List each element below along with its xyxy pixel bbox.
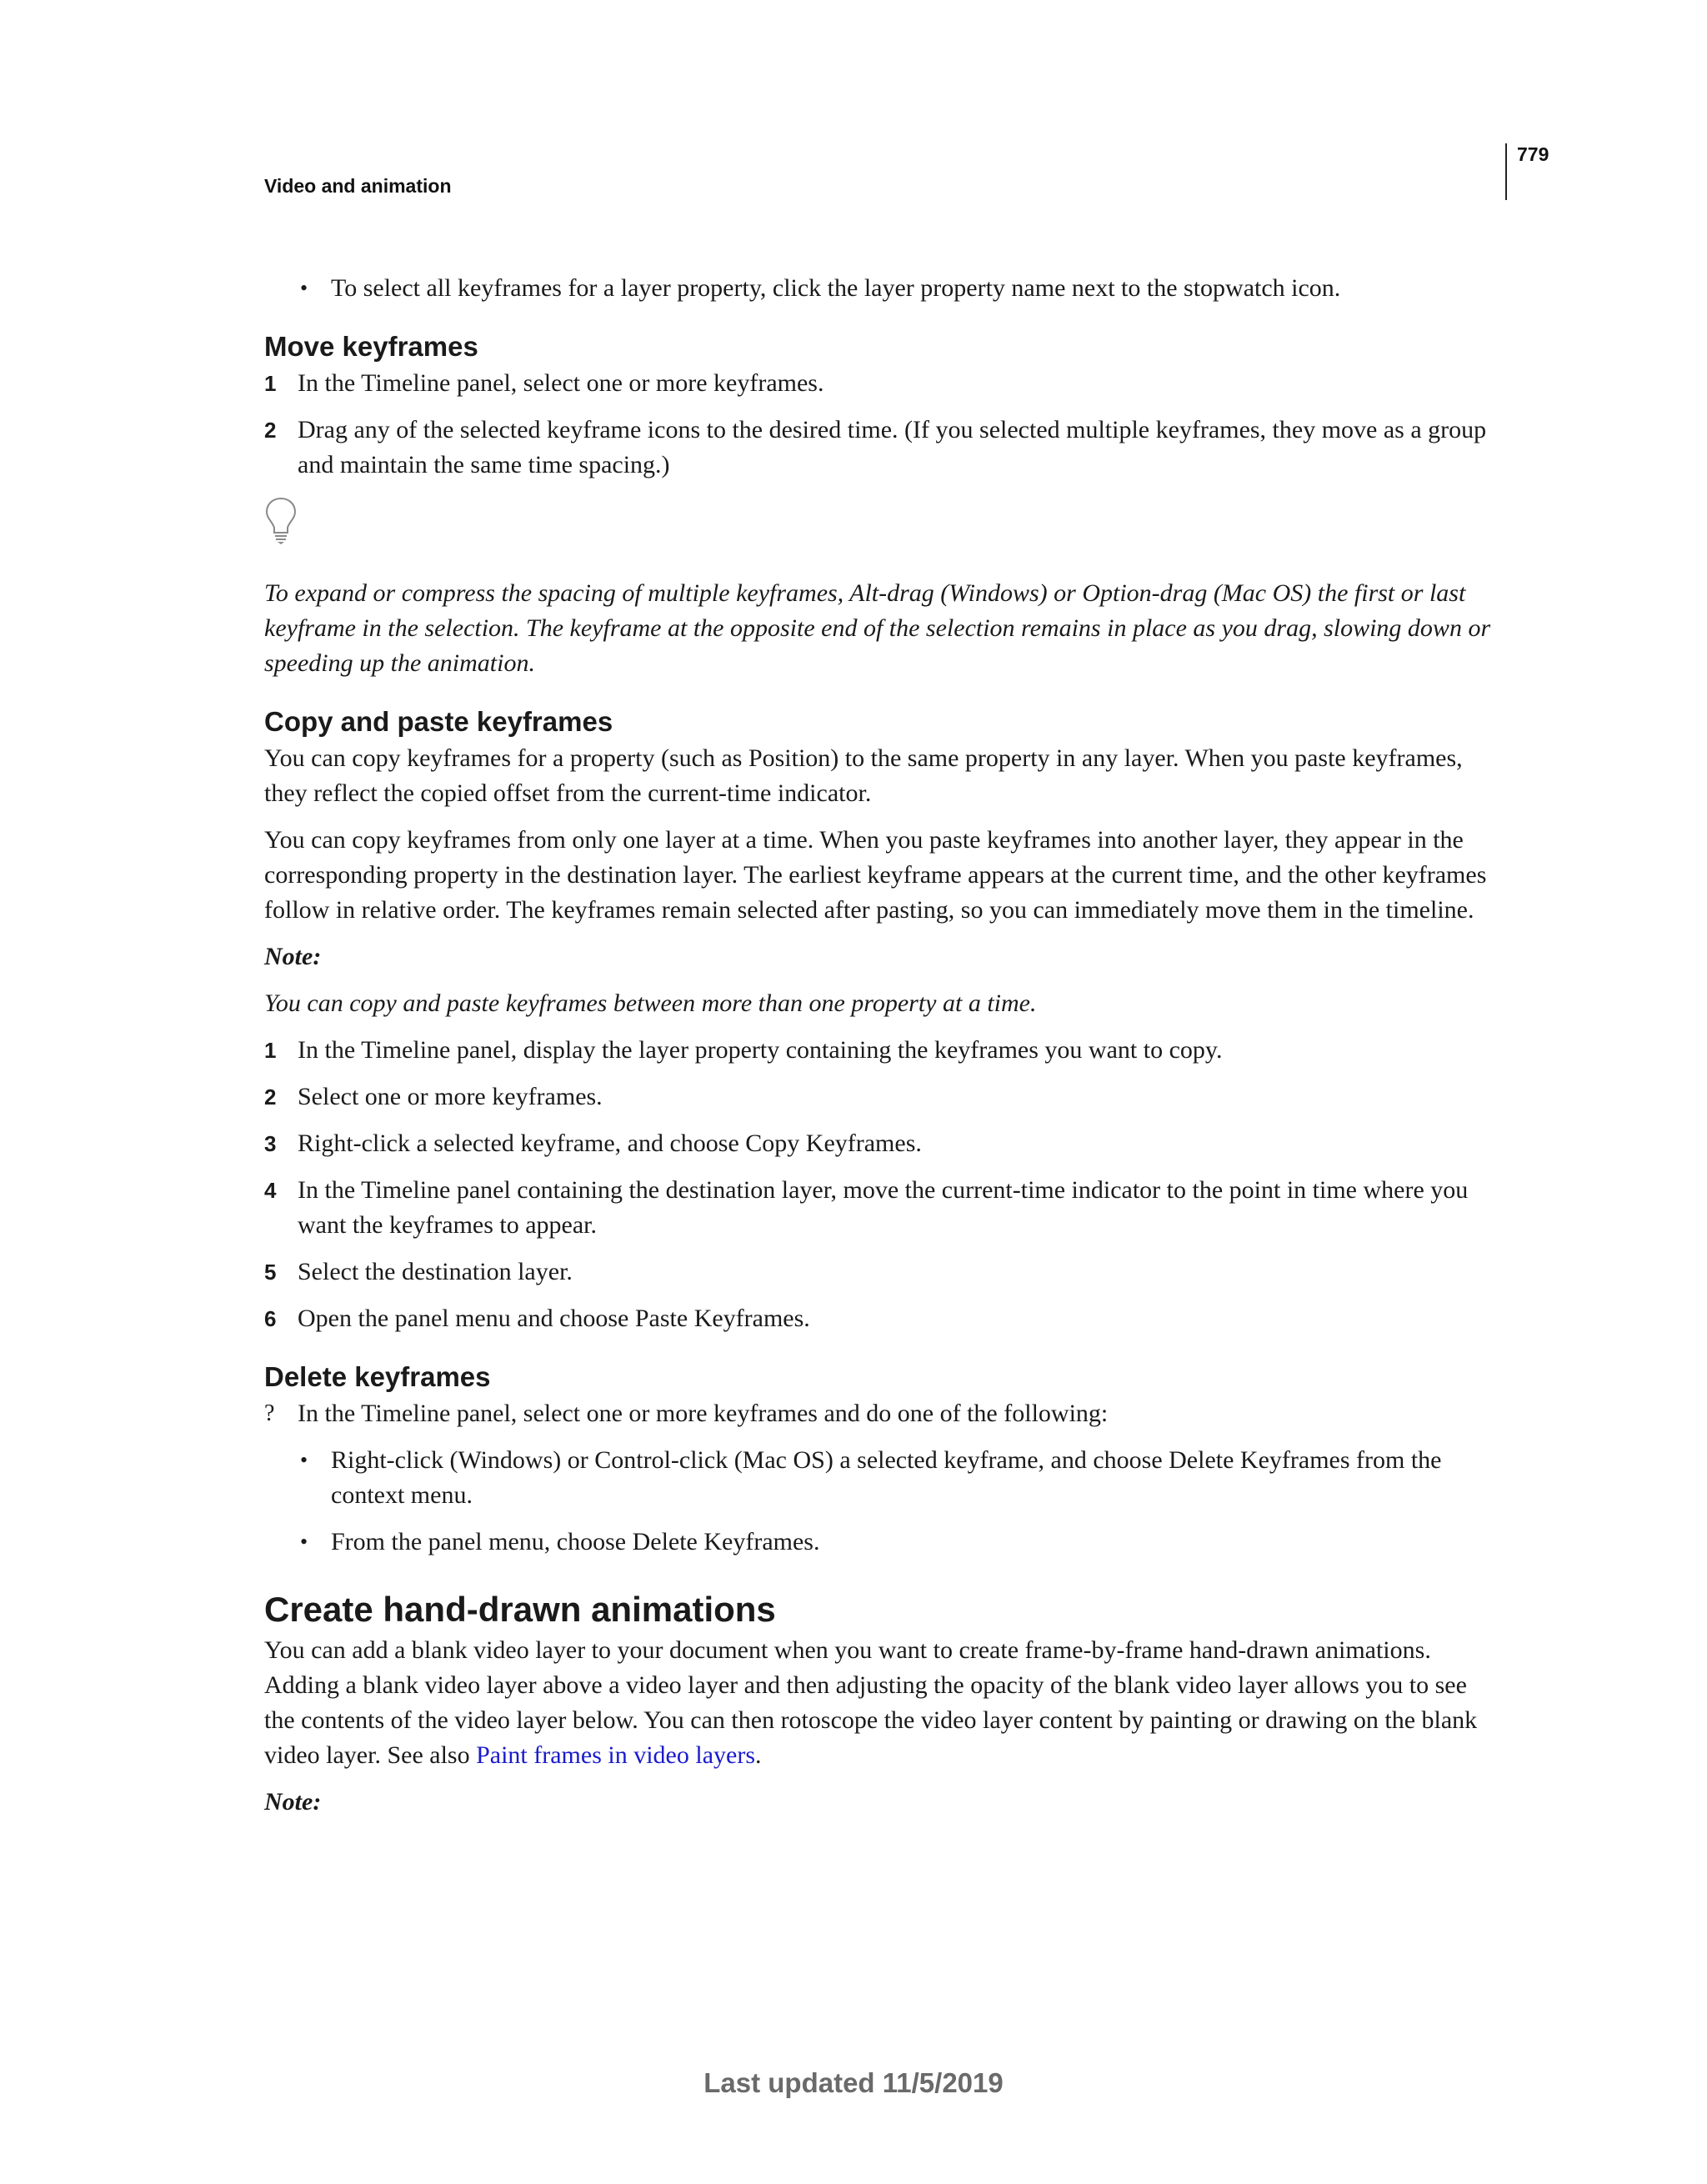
running-head: Video and animation	[264, 175, 452, 197]
paragraph-end: .	[755, 1741, 762, 1769]
note-label-2: Note:	[264, 1788, 322, 1816]
paragraph-text: You can add a blank video layer to your document when you want to create frame-by-frame hand-drawn animations. Adding a blank video layer above a video layer and then adjusting the opacity of the blank video layer allows you to see the contents of the video layer below. You can then rotoscope the video layer content by painting or drawing on the blank video layer. See also	[264, 1636, 1478, 1769]
note-label: Note:	[264, 943, 322, 970]
intro-bullet: • To select all keyframes for a layer property, click the layer property name next to the stopwatch icon.	[264, 271, 1498, 306]
copy-step-5	[264, 1255, 1498, 1290]
step-number: 6	[264, 1306, 277, 1331]
step-number: 1	[264, 371, 277, 396]
copy-step-2	[264, 1079, 1498, 1115]
delete-bullet-1: • Right-click (Windows) or Control-click (Mac OS) a selected keyframe, and choose Delete Keyframes from the context menu.	[264, 1443, 1498, 1513]
step-text: In the Timeline panel, select one or more keyframes and do one of the following:	[298, 1400, 1109, 1427]
page-content	[264, 271, 1498, 1820]
copy-step-3	[264, 1126, 1498, 1161]
step-number: 5	[264, 1260, 277, 1285]
step-marker: ?	[264, 1400, 275, 1426]
copy-step-4	[264, 1173, 1498, 1243]
delete-step	[264, 1396, 1498, 1431]
copy-step-6	[264, 1301, 1498, 1336]
note-text: You can copy and paste keyframes between more than one property at a time.	[264, 989, 1037, 1017]
heading-copy-paste-keyframes: Copy and paste keyframes	[264, 706, 613, 737]
step-text: Right-click a selected keyframe, and choose Copy Keyframes.	[298, 1130, 922, 1157]
copy-paragraph-1: You can copy keyframes for a property (such as Position) to the same property in any layer. When you paste keyframes, they reflect the copied offset from the current-time indicator.	[264, 744, 1463, 807]
header-rule	[1505, 143, 1507, 200]
step-text: In the Timeline panel, select one or more keyframes.	[298, 369, 824, 397]
tip-text: To expand or compress the spacing of multiple keyframes, Alt-drag (Windows) or Option-drag (Mac OS) the first or last keyframe in the selection. The keyframe at the opposite end of the selection remains in place as you drag, slowing down or speeding up the animation.	[264, 579, 1491, 677]
step-number: 2	[264, 1084, 277, 1110]
move-step-2	[264, 413, 1498, 483]
step-text: Select the destination layer.	[298, 1258, 573, 1285]
heading-move-keyframes: Move keyframes	[264, 331, 478, 362]
step-text: In the Timeline panel containing the destination layer, move the current-time indicator to the point in time where you want the keyframes to appear.	[298, 1176, 1469, 1239]
move-step-1	[264, 366, 1498, 401]
step-number: 1	[264, 1038, 277, 1063]
paint-frames-link[interactable]: Paint frames in video layers	[476, 1741, 756, 1769]
copy-step-1	[264, 1033, 1498, 1068]
copy-paragraph-2: You can copy keyframes from only one layer at a time. When you paste keyframes into another layer, they appear in the corresponding property in the destination layer. The earliest keyframe appears at the current time, and the other keyframes follow in relative order. The keyframes remain selected after pasting, so you can immediately move them in the timeline.	[264, 826, 1487, 924]
step-text: Open the panel menu and choose Paste Keyframes.	[298, 1305, 810, 1332]
step-text: Select one or more keyframes.	[298, 1083, 603, 1110]
page-number: 779	[1517, 143, 1549, 165]
delete-bullet-2: • From the panel menu, choose Delete Keyframes.	[264, 1525, 1498, 1560]
step-text: In the Timeline panel, display the layer property containing the keyframes you want to copy.	[298, 1036, 1223, 1064]
step-number: 2	[264, 418, 277, 443]
heading-create-hand-drawn-animations: Create hand-drawn animations	[264, 1590, 776, 1629]
handdrawn-paragraph	[264, 1633, 1498, 1773]
lightbulb-icon	[264, 496, 298, 546]
step-text: Drag any of the selected keyframe icons to the desired time. (If you selected multiple keyframes, they move as a group and maintain the same time spacing.)	[298, 416, 1487, 478]
step-number: 4	[264, 1178, 277, 1203]
step-number: 3	[264, 1131, 277, 1156]
footer-last-updated: Last updated 11/5/2019	[703, 2067, 1004, 2098]
heading-delete-keyframes: Delete keyframes	[264, 1361, 491, 1392]
